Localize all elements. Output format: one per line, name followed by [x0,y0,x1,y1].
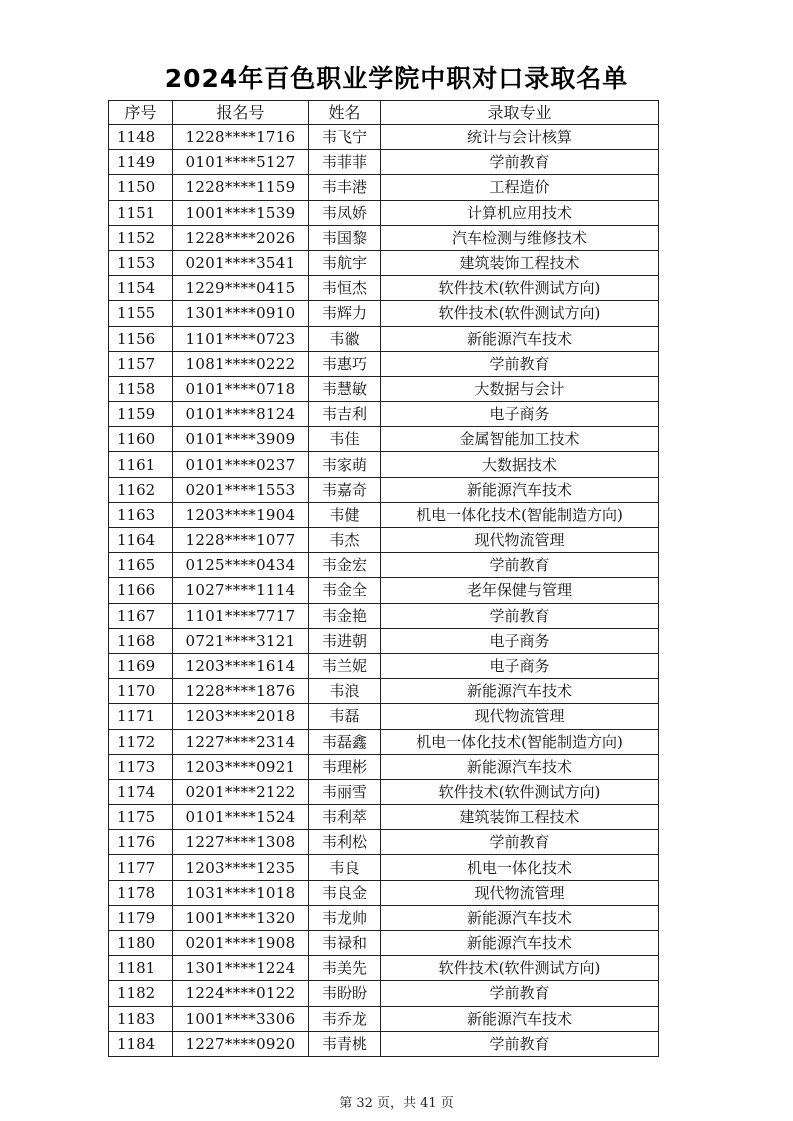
cell-name: 韦禄和 [309,931,381,956]
table-row [109,679,659,704]
cell-reg-no: 1101****7717 [173,603,309,628]
table-row [109,502,659,527]
cell-reg-no: 0101****3909 [173,427,309,452]
cell-major: 大数据与会计 [381,376,659,401]
cell-reg-no: 1301****0910 [173,301,309,326]
table-row [109,578,659,603]
cell-seq: 1160 [109,427,173,452]
cell-name: 韦龙帅 [309,905,381,930]
table-row [109,301,659,326]
table-row [109,528,659,553]
cell-seq: 1176 [109,830,173,855]
cell-major: 新能源汽车技术 [381,1006,659,1031]
cell-major: 软件技术(软件测试方向) [381,276,659,301]
cell-name: 韦徽 [309,326,381,351]
table-row [109,880,659,905]
cell-name: 韦兰妮 [309,653,381,678]
table-row [109,704,659,729]
cell-major: 金属智能加工技术 [381,427,659,452]
cell-major: 新能源汽车技术 [381,326,659,351]
cell-major: 新能源汽车技术 [381,905,659,930]
cell-seq: 1157 [109,351,173,376]
cell-seq: 1170 [109,679,173,704]
cell-name: 韦乔龙 [309,1006,381,1031]
cell-reg-no: 0201****2122 [173,779,309,804]
cell-major: 软件技术(软件测试方向) [381,956,659,981]
table-row [109,603,659,628]
cell-seq: 1150 [109,175,173,200]
cell-seq: 1171 [109,704,173,729]
cell-major: 现代物流管理 [381,528,659,553]
cell-name: 韦利松 [309,830,381,855]
cell-name: 韦国黎 [309,225,381,250]
cell-name: 韦良金 [309,880,381,905]
cell-reg-no: 1228****1077 [173,528,309,553]
cell-reg-no: 1228****2026 [173,225,309,250]
cell-major: 建筑装饰工程技术 [381,250,659,275]
cell-reg-no: 1203****0921 [173,754,309,779]
cell-reg-no: 1001****1539 [173,200,309,225]
header-major: 录取专业 [381,101,659,125]
cell-reg-no: 0201****1553 [173,477,309,502]
cell-name: 韦恒杰 [309,276,381,301]
cell-seq: 1181 [109,956,173,981]
cell-major: 工程造价 [381,175,659,200]
cell-seq: 1172 [109,729,173,754]
table-row [109,1006,659,1031]
table-row [109,477,659,502]
cell-reg-no: 0101****0718 [173,376,309,401]
cell-name: 韦辉力 [309,301,381,326]
cell-major: 老年保健与管理 [381,578,659,603]
cell-reg-no: 0101****8124 [173,402,309,427]
cell-reg-no: 0201****3541 [173,250,309,275]
header-name: 姓名 [309,101,381,125]
cell-seq: 1159 [109,402,173,427]
cell-major: 电子商务 [381,653,659,678]
cell-major: 现代物流管理 [381,704,659,729]
table-row [109,553,659,578]
cell-reg-no: 1203****2018 [173,704,309,729]
table-row [109,805,659,830]
cell-major: 汽车检测与维修技术 [381,225,659,250]
cell-name: 韦丽雪 [309,779,381,804]
cell-name: 韦嘉奇 [309,477,381,502]
cell-reg-no: 1203****1235 [173,855,309,880]
cell-seq: 1168 [109,628,173,653]
cell-reg-no: 1081****0222 [173,351,309,376]
cell-major: 新能源汽车技术 [381,931,659,956]
cell-major: 电子商务 [381,628,659,653]
cell-major: 统计与会计核算 [381,125,659,150]
table-row [109,250,659,275]
header-reg-no: 报名号 [173,101,309,125]
table-body [109,125,659,1057]
cell-reg-no: 1227****2314 [173,729,309,754]
table-row [109,855,659,880]
cell-seq: 1156 [109,326,173,351]
cell-reg-no: 0101****0237 [173,452,309,477]
cell-reg-no: 0201****1908 [173,931,309,956]
header-row [109,101,659,125]
cell-name: 韦惠巧 [309,351,381,376]
cell-seq: 1148 [109,125,173,150]
table-row [109,200,659,225]
cell-reg-no: 1229****0415 [173,276,309,301]
cell-major: 学前教育 [381,1031,659,1056]
cell-name: 韦凤娇 [309,200,381,225]
table-row [109,956,659,981]
cell-name: 韦丰港 [309,175,381,200]
cell-seq: 1153 [109,250,173,275]
cell-seq: 1166 [109,578,173,603]
cell-name: 韦吉利 [309,402,381,427]
cell-seq: 1164 [109,528,173,553]
table-row [109,754,659,779]
cell-seq: 1154 [109,276,173,301]
cell-seq: 1175 [109,805,173,830]
cell-name: 韦利萃 [309,805,381,830]
cell-seq: 1167 [109,603,173,628]
cell-seq: 1173 [109,754,173,779]
table-row [109,150,659,175]
cell-reg-no: 1228****1716 [173,125,309,150]
cell-major: 电子商务 [381,402,659,427]
cell-name: 韦良 [309,855,381,880]
cell-name: 韦磊鑫 [309,729,381,754]
cell-reg-no: 1031****1018 [173,880,309,905]
cell-reg-no: 1227****1308 [173,830,309,855]
cell-name: 韦理彬 [309,754,381,779]
cell-major: 新能源汽车技术 [381,754,659,779]
cell-major: 现代物流管理 [381,880,659,905]
cell-name: 韦慧敏 [309,376,381,401]
table-row [109,931,659,956]
table-row [109,402,659,427]
table-row [109,779,659,804]
cell-name: 韦金宏 [309,553,381,578]
table-row [109,452,659,477]
cell-reg-no: 0101****1524 [173,805,309,830]
cell-name: 韦磊 [309,704,381,729]
cell-name: 韦佳 [309,427,381,452]
cell-seq: 1149 [109,150,173,175]
cell-major: 学前教育 [381,830,659,855]
cell-reg-no: 1203****1904 [173,502,309,527]
cell-seq: 1179 [109,905,173,930]
cell-seq: 1162 [109,477,173,502]
cell-seq: 1182 [109,981,173,1006]
cell-name: 韦金艳 [309,603,381,628]
cell-major: 学前教育 [381,150,659,175]
cell-reg-no: 1027****1114 [173,578,309,603]
cell-seq: 1161 [109,452,173,477]
page-footer: 第 32 页，共 41 页 [339,1096,454,1111]
table-row [109,905,659,930]
cell-name: 韦美先 [309,956,381,981]
cell-seq: 1180 [109,931,173,956]
admission-table [108,100,659,1057]
cell-seq: 1151 [109,200,173,225]
page-title: 2024年百色职业学院中职对口录取名单 [164,64,629,93]
cell-name: 韦盼盼 [309,981,381,1006]
cell-seq: 1183 [109,1006,173,1031]
cell-reg-no: 1224****0122 [173,981,309,1006]
table-row [109,830,659,855]
cell-seq: 1155 [109,301,173,326]
table-row [109,653,659,678]
table-row [109,729,659,754]
cell-seq: 1177 [109,855,173,880]
cell-name: 韦浪 [309,679,381,704]
cell-reg-no: 0721****3121 [173,628,309,653]
cell-seq: 1165 [109,553,173,578]
cell-major: 新能源汽车技术 [381,477,659,502]
cell-name: 韦金全 [309,578,381,603]
cell-major: 软件技术(软件测试方向) [381,779,659,804]
cell-seq: 1184 [109,1031,173,1056]
table-row [109,225,659,250]
table-row [109,276,659,301]
cell-reg-no: 1001****1320 [173,905,309,930]
cell-seq: 1178 [109,880,173,905]
cell-major: 计算机应用技术 [381,200,659,225]
table-row [109,427,659,452]
cell-name: 韦杰 [309,528,381,553]
table-row [109,125,659,150]
cell-name: 韦菲菲 [309,150,381,175]
cell-major: 软件技术(软件测试方向) [381,301,659,326]
header-seq: 序号 [109,101,173,125]
table-row [109,175,659,200]
cell-reg-no: 1203****1614 [173,653,309,678]
cell-major: 学前教育 [381,981,659,1006]
cell-major: 新能源汽车技术 [381,679,659,704]
cell-name: 韦家萌 [309,452,381,477]
cell-major: 机电一体化技术(智能制造方向) [381,502,659,527]
cell-reg-no: 1228****1159 [173,175,309,200]
table-row [109,376,659,401]
cell-name: 韦航宇 [309,250,381,275]
cell-reg-no: 1228****1876 [173,679,309,704]
cell-seq: 1174 [109,779,173,804]
table-header [109,101,659,125]
cell-seq: 1169 [109,653,173,678]
cell-name: 韦飞宁 [309,125,381,150]
cell-reg-no: 1001****3306 [173,1006,309,1031]
cell-name: 韦青桃 [309,1031,381,1056]
cell-seq: 1163 [109,502,173,527]
cell-seq: 1158 [109,376,173,401]
cell-major: 机电一体化技术 [381,855,659,880]
cell-major: 学前教育 [381,351,659,376]
table-row [109,628,659,653]
cell-reg-no: 1301****1224 [173,956,309,981]
table-row [109,1031,659,1056]
cell-major: 学前教育 [381,553,659,578]
cell-name: 韦健 [309,502,381,527]
cell-reg-no: 1227****0920 [173,1031,309,1056]
cell-seq: 1152 [109,225,173,250]
cell-major: 机电一体化技术(智能制造方向) [381,729,659,754]
cell-major: 大数据技术 [381,452,659,477]
cell-reg-no: 1101****0723 [173,326,309,351]
table-row [109,351,659,376]
cell-reg-no: 0125****0434 [173,553,309,578]
cell-major: 学前教育 [381,603,659,628]
cell-major: 建筑装饰工程技术 [381,805,659,830]
cell-reg-no: 0101****5127 [173,150,309,175]
cell-name: 韦进朝 [309,628,381,653]
table-row [109,326,659,351]
table-row [109,981,659,1006]
